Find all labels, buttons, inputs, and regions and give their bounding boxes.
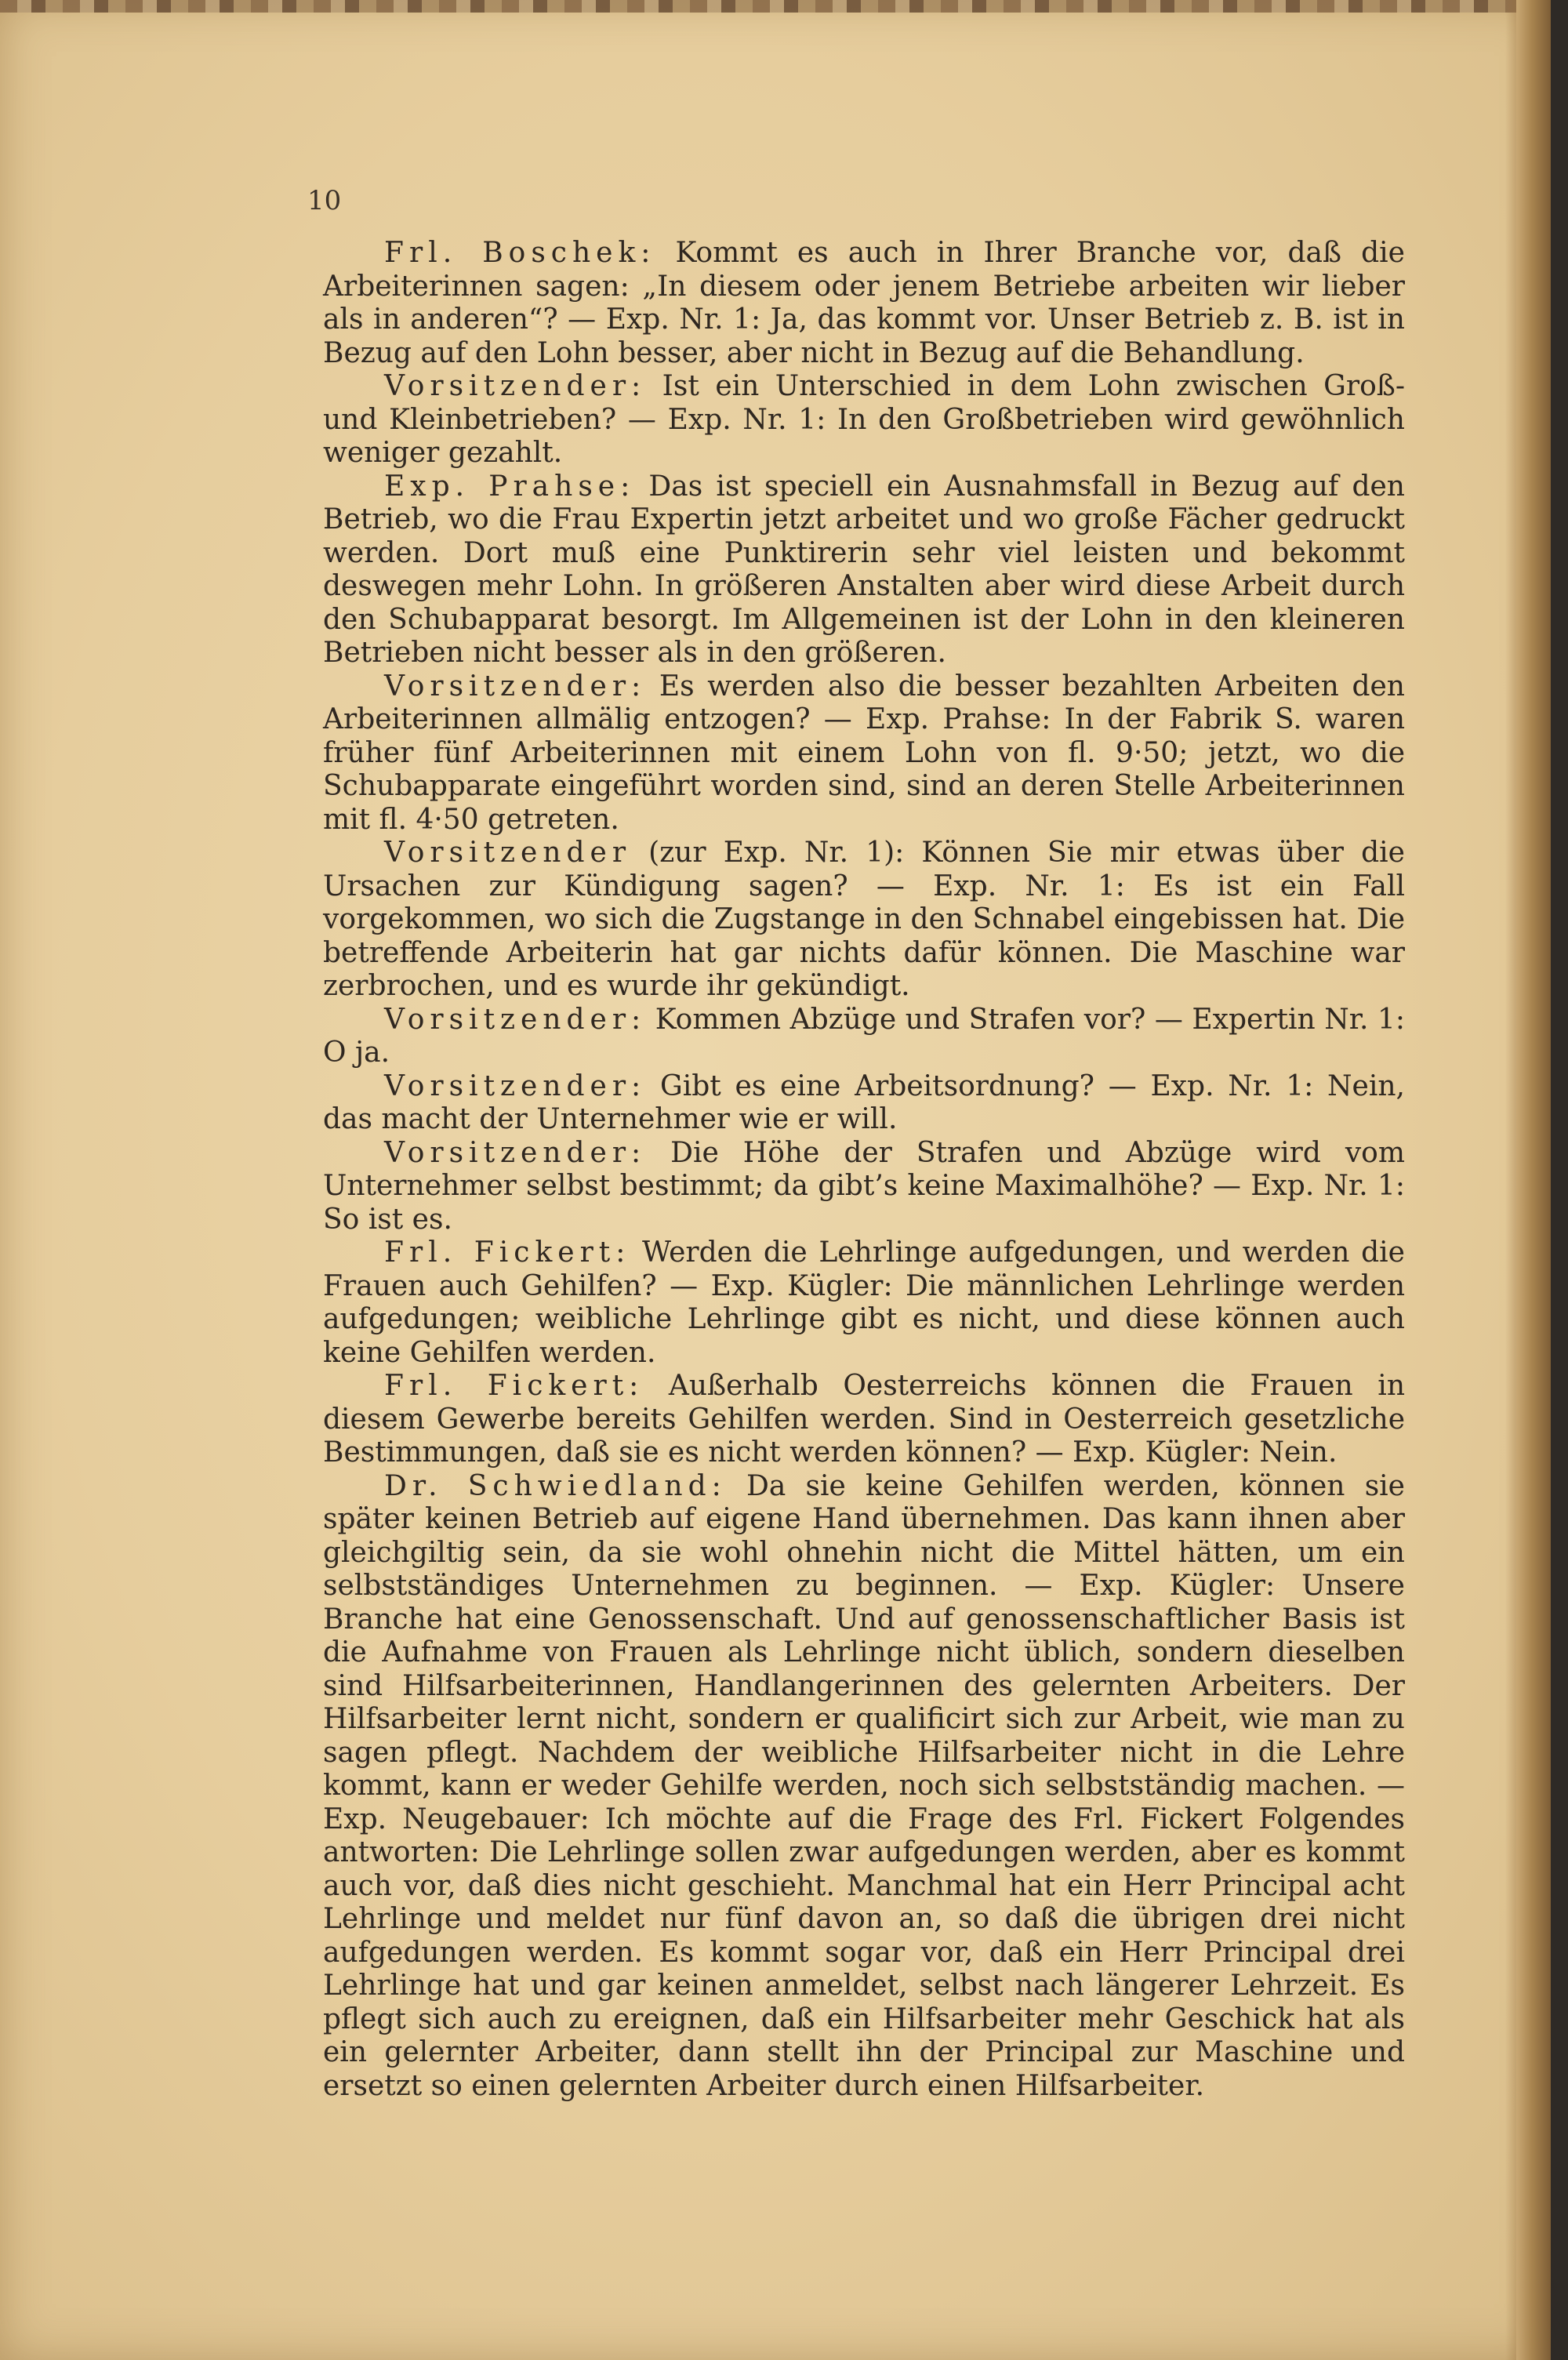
paragraph bbox=[323, 1236, 1405, 1370]
speech: Außerhalb Oesterreichs können die Frauen in diesem Gewerbe bereits Gehilfen werden. Sind in Oesterreich gesetzliche Bestimmungen, daß sie es nicht werden können? — Exp. Kügler: Nein. bbox=[323, 1370, 1406, 1469]
speech: Werden die Lehrlinge aufgedungen, und werden die Frauen auch Gehilfen? — Exp. Kügler: Die männlichen Lehrlinge werden aufgedungen; weibliche Lehrlinge gibt es nicht, und diese können auch keine Gehilfen werden. bbox=[323, 1236, 1405, 1369]
paragraph bbox=[323, 1004, 1405, 1070]
speech: Das ist speciell ein Ausnahmsfall in Bezug auf den Betrieb, wo die Frau Expertin jetzt arbeitet und wo große Fächer gedruckt werden. Dort muß eine Punktirerin sehr viel leisten und bekommt deswegen mehr Lohn. In größeren Anstalten aber wird diese Arbeit durch den Schubapparat besorgt. Im Allgemeinen ist der Lohn in den kleineren Betrieben nicht besser als in den größeren. bbox=[323, 470, 1405, 669]
speaker: Vorsitzender: bbox=[384, 1003, 647, 1036]
speaker: Frl. Boschek: bbox=[384, 237, 656, 269]
speech: Gibt es eine Arbeitsordnung? — Exp. Nr. 1: Nein, das macht der Unternehmer wie er will. bbox=[323, 1069, 1405, 1135]
paragraph bbox=[323, 1370, 1405, 1470]
paragraph bbox=[323, 1070, 1405, 1137]
speaker: Vorsitzender: bbox=[384, 670, 647, 703]
speaker: Vorsitzender: bbox=[384, 1136, 647, 1169]
paragraph bbox=[323, 470, 1405, 670]
page-number: 10 bbox=[307, 185, 342, 216]
speech: Ist ein Unterschied in dem Lohn zwischen Groß- und Kleinbetrieben? — Exp. Nr. 1: In den Großbetrieben wird gewöhnlich weniger gezahlt. bbox=[323, 370, 1405, 469]
book-spine-edge bbox=[1516, 0, 1551, 2360]
paragraph bbox=[323, 837, 1405, 1004]
page-gutter-shadow bbox=[1505, 0, 1516, 2360]
speaker: Vorsitzender: bbox=[384, 370, 647, 402]
speaker: Frl. Fickert: bbox=[384, 1370, 644, 1402]
speaker: Vorsitzender bbox=[384, 837, 632, 869]
paragraph bbox=[323, 670, 1405, 837]
paragraph bbox=[323, 1137, 1405, 1237]
speech: (zur Exp. Nr. 1): Können Sie mir etwas über die Ursachen zur Kündigung sagen? — Exp. Nr. 1: Es ist ein Fall vorgekommen, wo sich die Zugstange in den Schnabel eingebissen hat. Die betreffende Arbeiterin hat gar nichts dafür können. Die Maschine war zerbrochen, und es wurde ihr gekündigt. bbox=[323, 837, 1405, 1002]
speech: Kommt es auch in Ihrer Branche vor, daß die Arbeiterinnen sagen: „In diesem oder jenem Betriebe arbeiten wir lieber als in anderen“? — Exp. Nr. 1: Ja, das kommt vor. Unser Betrieb z. B. ist in Bezug auf den Lohn besser, aber nicht in Bezug auf die Behandlung. bbox=[323, 237, 1405, 369]
speaker: Dr. Schwiedland: bbox=[384, 1469, 727, 1502]
speech: Es werden also die besser bezahlten Arbeiten den Arbeiterinnen allmälig entzogen? — Exp. Prahse: In der Fabrik S. waren früher fünf Arbeiterinnen mit einem Lohn von fl. 9·50; jetzt, wo die Schubapparate eingeführt worden sind, sind an deren Stelle Arbeiterinnen mit fl. 4·50 getreten. bbox=[323, 670, 1405, 836]
speech: Da sie keine Gehilfen werden, können sie später keinen Betrieb auf eigene Hand übernehmen. Das kann ihnen aber gleichgiltig sein, da sie wohl ohnehin nicht die Mittel hätten, um ein selbstständiges Unternehmen zu beginnen. — Exp. Kügler: Unsere Branche hat eine Genossenschaft. Und auf genossenschaftlicher Basis ist die Aufnahme von Frauen als Lehrlinge nicht üblich, sondern dieselben sind Hilfsarbeiterinnen, Handlangerinnen des gelernten Arbeiters. Der Hilfsarbeiter lernt nicht, sondern er qualificirt sich zur Arbeit, wie man zu sagen pflegt. Nachdem der weibliche Hilfsarbeiter nicht in die Lehre kommt, kann er weder Gehilfe werden, noch sich selbstständig machen. — Exp. Neugebauer: Ich möchte auf die Frage des Frl. Fickert Folgendes antworten: Die Lehrlinge sollen zwar aufgedungen werden, aber es kommt auch vor, daß dies nicht geschieht. Manchmal hat ein Herr Principal acht Lehrlinge und meldet nur fünf davon an, so daß die übrigen drei nicht aufgedungen werden. Es kommt sogar vor, daß ein Herr Principal drei Lehrlinge hat und gar keinen anmeldet, selbst nach längerer Lehrzeit. Es pflegt sich auch zu ereignen, daß ein Hilfsarbeiter mehr Geschick hat als ein gelernter Arbeiter, dann stellt ihn der Principal zur Maschine und ersetzt so einen gelernten Arbeiter durch einen Hilfsarbeiter. bbox=[323, 1469, 1405, 2102]
speaker: Exp. Prahse: bbox=[384, 470, 636, 503]
speaker: Vorsitzender: bbox=[384, 1069, 647, 1102]
speech: Kommen Abzüge und Strafen vor? — Expertin Nr. 1: O ja. bbox=[323, 1003, 1406, 1069]
speech: Die Höhe der Strafen und Abzüge wird vom Unternehmer selbst bestimmt; da gibt’s keine Maximalhöhe? — Exp. Nr. 1: So ist es. bbox=[323, 1136, 1405, 1236]
page-top-edge bbox=[0, 0, 1551, 13]
paragraph bbox=[323, 237, 1405, 370]
paragraph bbox=[323, 370, 1405, 470]
body-text bbox=[323, 237, 1405, 2103]
paragraph bbox=[323, 1470, 1405, 2104]
speaker: Frl. Fickert: bbox=[384, 1236, 631, 1269]
